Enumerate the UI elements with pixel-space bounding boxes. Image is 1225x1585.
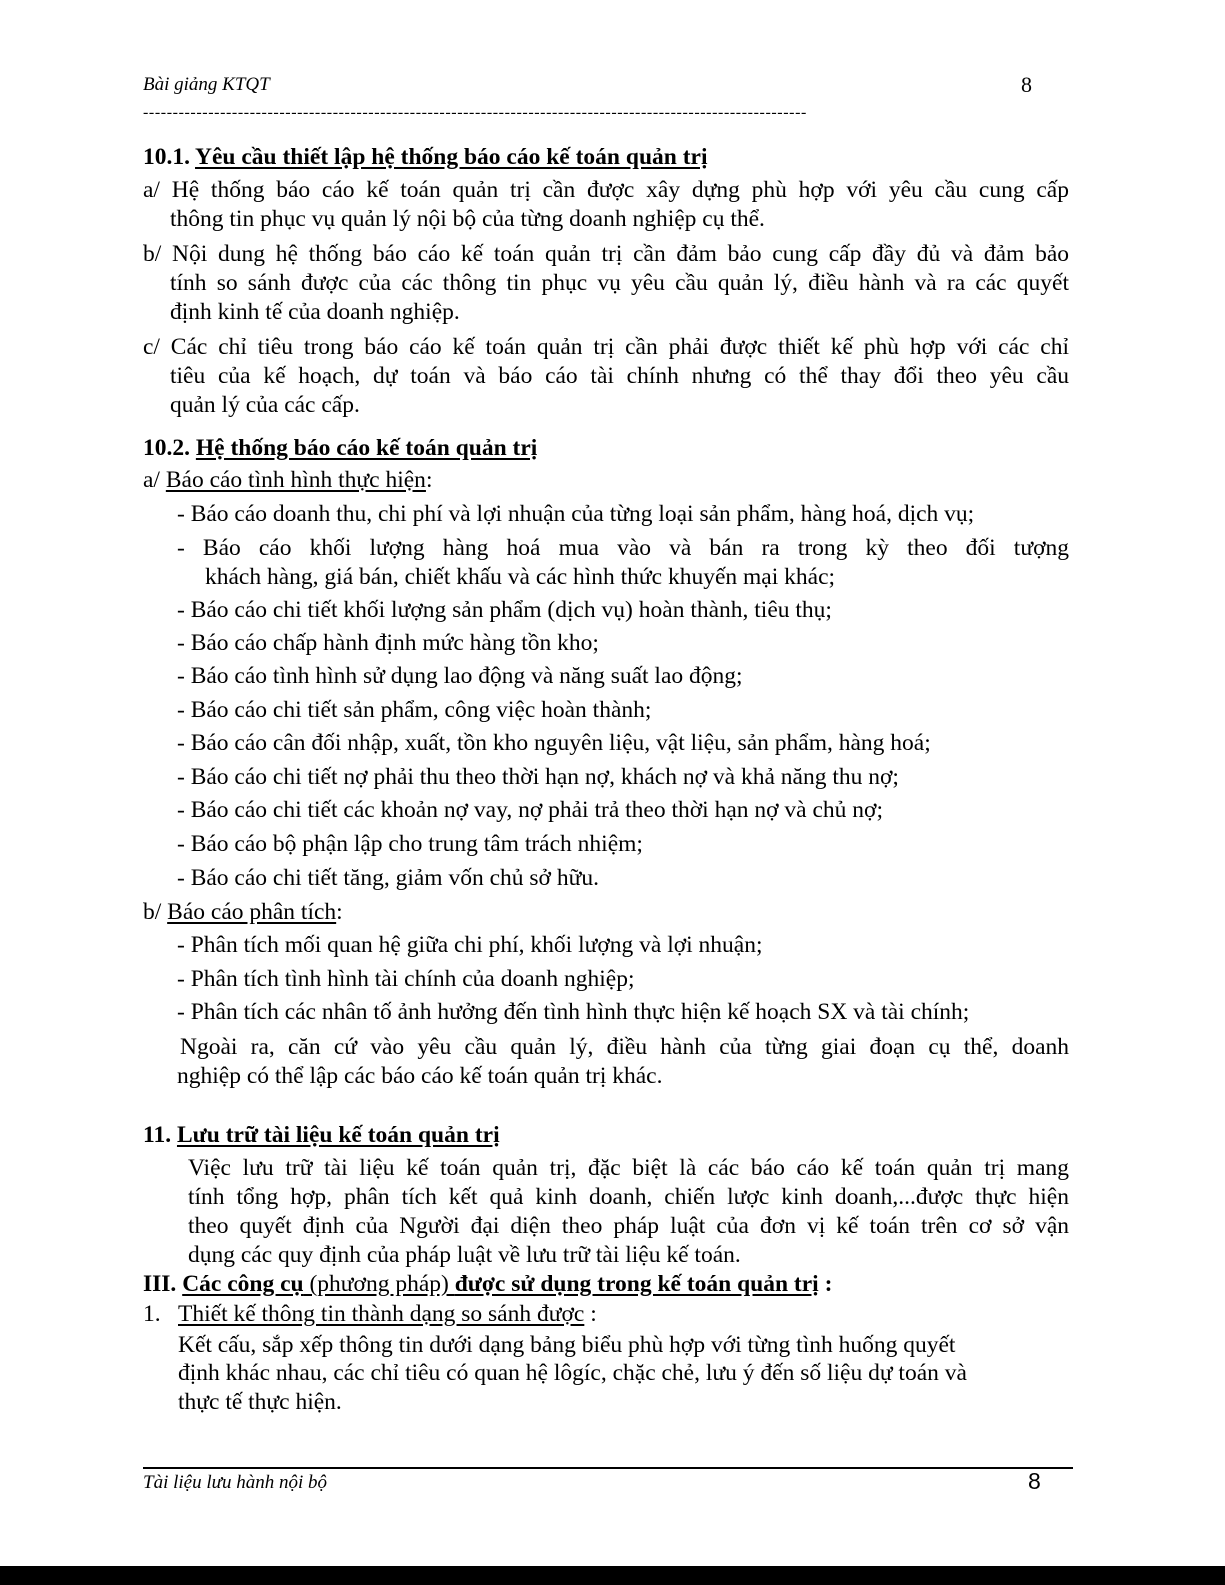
para-other-line1: Ngoài ra, căn cứ vào yêu cầu quản lý, điều hành của từng giai đoạn cụ thể, doanh bbox=[180, 1034, 1069, 1060]
list-item: - Báo cáo chấp hành định mức hàng tồn kho; bbox=[177, 630, 599, 656]
para-11-line2: tính tổng hợp, phân tích kết quả kinh doanh, chiến lược kinh doanh,...được thực hiện bbox=[188, 1184, 1069, 1210]
footer-page-number: 8 bbox=[1028, 1468, 1041, 1494]
para-10-1-b-line2: tính so sánh được của các thông tin phục vụ yêu cầu quản lý, điều hành và ra các quyết bbox=[170, 270, 1069, 296]
list-item: - Báo cáo cân đối nhập, xuất, tồn kho nguyên liệu, vật liệu, sản phẩm, hàng hoá; bbox=[177, 730, 931, 756]
item-1-heading: Thiết kế thông tin thành dạng so sánh được : bbox=[178, 1301, 597, 1327]
para-11-line4: dụng các quy định của pháp luật về lưu trữ tài liệu kế toán. bbox=[188, 1242, 741, 1268]
para-10-1-c-line2: tiêu của kế hoạch, dự toán và báo cáo tài chính nhưng có thể thay đổi theo yêu cầu bbox=[170, 363, 1069, 389]
section-10-2-heading: 10.2. Hệ thống báo cáo kế toán quản trị bbox=[143, 435, 538, 461]
footer-text: Tài liệu lưu hành nội bộ bbox=[143, 1472, 328, 1493]
item-1-desc-line1: Kết cấu, sắp xếp thông tin dưới dạng bảng biểu phù hợp với từng tình huống quyết bbox=[178, 1332, 956, 1358]
list-item: - Báo cáo chi tiết sản phẩm, công việc hoàn thành; bbox=[177, 697, 652, 723]
subsection-a-heading: a/ Báo cáo tình hình thực hiện: bbox=[143, 467, 433, 493]
header-divider: ---------------------------------------------------------------------------------------------------------------- bbox=[143, 104, 807, 121]
para-11-line3: theo quyết định của Người đại diện theo pháp luật của đơn vị kế toán trên cơ sở vận bbox=[188, 1213, 1069, 1239]
section-iii-heading: III. Các công cụ (phương pháp) được sử dụng trong kế toán quản trị : bbox=[143, 1271, 833, 1297]
item-1-desc-line3: thực tế thực hiện. bbox=[178, 1389, 342, 1415]
list-item: - Báo cáo khối lượng hàng hoá mua vào và bán ra trong kỳ theo đối tượng bbox=[177, 535, 1069, 561]
section-10-1-heading: 10.1. Yêu cầu thiết lập hệ thống báo cáo kế toán quản trị bbox=[143, 144, 708, 170]
list-item: - Báo cáo chi tiết nợ phải thu theo thời hạn nợ, khách nợ và khả năng thu nợ; bbox=[177, 764, 899, 790]
list-item: - Phân tích các nhân tố ảnh hưởng đến tình hình thực hiện kế hoạch SX và tài chính; bbox=[177, 999, 970, 1025]
list-item-continuation: khách hàng, giá bán, chiết khấu và các hình thức khuyến mại khác; bbox=[205, 564, 836, 590]
item-1-desc-line2: định khác nhau, các chỉ tiêu có quan hệ lôgíc, chặc chẻ, lưu ý đến số liệu dự toán và bbox=[178, 1360, 967, 1386]
para-10-1-a-line2: thông tin phục vụ quản lý nội bộ của từng doanh nghiệp cụ thể. bbox=[170, 206, 765, 232]
para-10-1-b-line3: định kinh tế của doanh nghiệp. bbox=[170, 299, 460, 325]
list-item: - Báo cáo chi tiết tăng, giảm vốn chủ sở hữu. bbox=[177, 865, 599, 891]
section-11-heading: 11. Lưu trữ tài liệu kế toán quản trị bbox=[143, 1122, 500, 1148]
list-item: - Báo cáo chi tiết khối lượng sản phẩm (dịch vụ) hoàn thành, tiêu thụ; bbox=[177, 597, 832, 623]
list-item: - Báo cáo tình hình sử dụng lao động và năng suất lao động; bbox=[177, 663, 743, 689]
para-11-line1: Việc lưu trữ tài liệu kế toán quản trị, đặc biệt là các báo cáo kế toán quản trị mang bbox=[188, 1155, 1069, 1181]
para-10-1-c-line3: quản lý của các cấp. bbox=[170, 392, 360, 418]
header-title: Bài giảng KTQT bbox=[143, 74, 270, 95]
subsection-b-heading: b/ Báo cáo phân tích: bbox=[143, 899, 343, 925]
list-item: - Phân tích tình hình tài chính của doanh nghiệp; bbox=[177, 966, 635, 992]
item-1-number: 1. bbox=[143, 1301, 161, 1327]
list-item: - Báo cáo chi tiết các khoản nợ vay, nợ phải trả theo thời hạn nợ và chủ nợ; bbox=[177, 797, 883, 823]
list-item: - Báo cáo doanh thu, chi phí và lợi nhuận của từng loại sản phẩm, hàng hoá, dịch vụ; bbox=[177, 501, 975, 527]
para-10-1-c-line1: c/ Các chỉ tiêu trong báo cáo kế toán quản trị cần phải được thiết kế phù hợp với các chỉ bbox=[143, 334, 1069, 360]
header-page-number: 8 bbox=[1021, 72, 1032, 97]
para-other-line2: nghiệp có thể lập các báo cáo kế toán quản trị khác. bbox=[177, 1063, 663, 1089]
bottom-edge-bar bbox=[0, 1566, 1225, 1585]
list-item: - Báo cáo bộ phận lập cho trung tâm trách nhiệm; bbox=[177, 831, 643, 857]
list-item: - Phân tích mối quan hệ giữa chi phí, khối lượng và lợi nhuận; bbox=[177, 932, 763, 958]
para-10-1-b-line1: b/ Nội dung hệ thống báo cáo kế toán quản trị cần đảm bảo cung cấp đầy đủ và đảm bảo bbox=[143, 241, 1069, 267]
para-10-1-a-line1: a/ Hệ thống báo cáo kế toán quản trị cần được xây dựng phù hợp với yêu cầu cung cấp bbox=[143, 177, 1069, 203]
footer-rule bbox=[143, 1467, 1073, 1469]
